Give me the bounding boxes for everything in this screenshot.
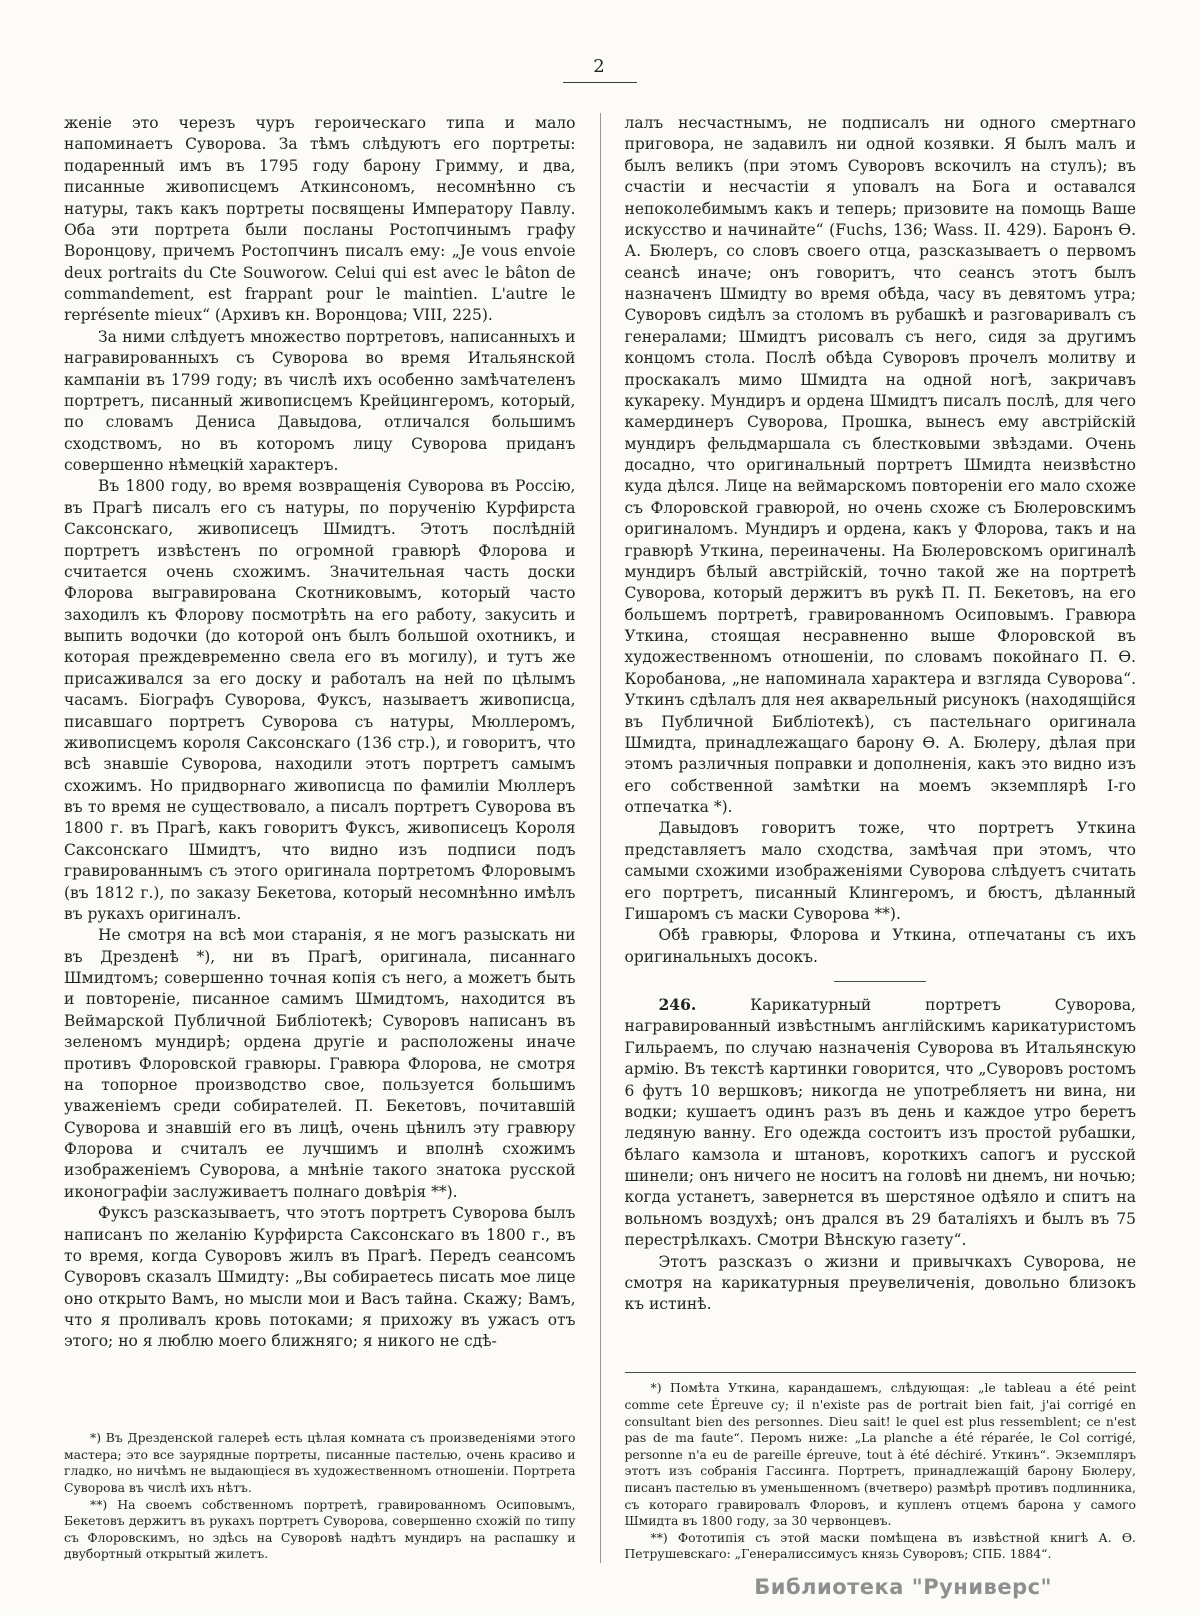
left-footnotes [64,1416,576,1563]
entry-text: Карикатурный портретъ Суворова, награвированный извѣстнымъ англійскимъ карикатуристомъ Гильраемъ, по случаю назначенія Суворова въ Итальянскую армію. Въ текстѣ картинки говорится, что „Суворовъ ростомъ 6 футъ 10 вершковъ; никогда не употребляетъ ни вина, ни водки; кушаетъ одинъ разъ въ день и каждое утро беретъ ледяную ванну. Его одежда состоитъ изъ простой рубашки, бѣлаго камзола и штановъ, короткихъ сапогъ и русской шинели; онъ ничего не носитъ на головѣ ни днемъ, ни ночью; когда устанетъ, завернется въ шерстяное одѣяло и спитъ на вольномъ воздухѣ; онъ дрался въ 29 баталіяхъ и былъ въ 75 перестрѣлкахъ. Смотри Вѣнскую газету“. [624,996,1136,1250]
page-number-rule [563,82,637,83]
paragraph: Не смотря на всѣ мои старанія, я не могъ разыскать ни въ Дрезденѣ *), ни въ Прагѣ, оригинала, писаннаго Шмидтомъ; совершенно точная копія съ него, а можетъ быть и повтореніе, писанное самимъ Шмидтомъ, находится въ Веймарской Публичной Библіотекѣ; Суворовъ написанъ въ зеленомъ мундирѣ; ордена другіе и расположены иначе противъ Флоровской гравюры. Гравюра Флорова, не смотря на топорное производство свое, пользуется большимъ уваженіемъ среди собирателей. П. Бекетовъ, почитавшій Суворова и знавшій его въ лицѣ, очень цѣнилъ эту гравюру Флорова и считалъ ее лучшимъ и вполнѣ схожимъ изображеніемъ Суворова, а мнѣніе такого знатока русской иконографіи заслуживаетъ полнаго довѣрія **). [64,926,576,1201]
paragraph: Обѣ гравюры, Флорова и Уткина, отпечатаны съ ихъ оригинальныхъ досокъ. [624,926,1136,966]
paragraph: женіе это черезъ чуръ героическаго типа и мало напоминаетъ Суворова. За тѣмъ слѣдуютъ его портреты: подаренный имъ въ 1795 году барону Гримму, и два, писанные живописцемъ Аткинсономъ, несомнѣнно съ натуры, такъ какъ портреты посвящены Императору Павлу. Оба эти портрета были посланы Ростопчинымъ графу Воронцову, причемъ Ростопчинъ писалъ ему: „Je vous envoie deux portraits du Cte Souworow. Celui qui est avec le bâton de commandement, est frappant pour le maintien. L'autre le représente mieux“ (Архивъ кн. Воронцова; VIII, 225). [64,114,576,325]
paragraph: Давыдовъ говоритъ тоже, что портретъ Уткина представляетъ мало сходства, замѣчая при этомъ, что самыми схожими изображеніями Суворова слѣдуетъ считать его портретъ, писанный Клингеромъ, и бюстъ, дѣланный Гишаромъ съ маски Суворова **). [624,819,1136,923]
right-column [601,113,1137,1563]
paragraph: Фуксъ разсказываетъ, что этотъ портретъ Суворова былъ написанъ по желанію Курфирста Саксонскаго въ 1800 г., въ то время, когда Суворовъ жилъ въ Прагѣ. Передъ сеансомъ Суворовъ сказалъ Шмидту: „Вы собираетесь писать мое лице оно открыто Вамъ, но мысли мои и Васъ тайна. Скажу; Вамъ, что я проливалъ кровь потоками; я прихожу въ ужасъ отъ этого; но я люблю моего ближняго; я никого не сдѣ- [64,1204,576,1351]
footnote: **) Фототипія съ этой маски помѣщена въ извѣстной книгѣ А. Ѳ. Петрушевскаго: „Генералиссимусъ князь Суворовъ; СПБ. 1884“. [624,1529,1136,1562]
catalog-entry [625,994,1137,1252]
watermark: Библиотека "Руниверс" [754,1575,1052,1599]
footnote-rule [625,1372,1137,1373]
paragraph: Въ 1800 году, во время возвращенія Суворова въ Россію, въ Прагѣ писалъ его съ натуры, по порученію Курфирста Саксонскаго, живописецъ Шмидтъ. Этотъ послѣдній портретъ извѣстенъ по огромной гравюрѣ Флорова и считается очень схожимъ. Значительная часть доски Флорова выгравирована Скотниковымъ, который часто заходилъ къ Флорову посмотрѣть на его работу, закусить и выпить водочки (до которой онъ былъ большой охотникъ, и которая преждевременно свела его въ могилу), и тутъ же присаживался за его доску и работалъ на ней по цѣлымъ часамъ. Біографъ Суворова, Фуксъ, называетъ живописца, писавшаго портретъ Суворова съ натуры, Мюллеромъ, живописцемъ короля Саксонскаго (136 стр.), и говоритъ, что всѣ знавшіе Суворова, находили этотъ портретъ самымъ схожимъ. Но придворнаго живописца по фамиліи Мюллеръ въ то время не существовало, а писалъ портретъ Суворова въ 1800 г. въ Прагѣ, какъ говоритъ Фуксъ, живописецъ Короля Саксонскаго Шмидтъ, что видно изъ подписи подъ гравированнымъ съ этого оригинала портретомъ Флоровымъ (въ 1812 г.), по заказу Бекетова, который несомнѣнно имѣлъ въ рукахъ оригиналъ. [64,477,576,923]
footnote: *) Помѣта Уткина, карандашемъ, слѣдующая: „le tableau a été peint comme cete Épreuve cy; il n'existe pas de portrait bien fait, j'ai corrigé en consultant bien des personnes. Dieu sait! le quel est plus ressemblent; ce n'est pas de ma faute“. Перомъ ниже: „La planche a été réparée, le Col corrigé, personne n'a eu de pareille épreuve, tout à été déchiré. Уткинъ“. Экземпляръ этотъ изъ собранія Гассинга. Портретъ, принадлежащій барону Бюлеру, писанъ пастелью въ уменьшенномъ (вчетверо) размѣрѣ противъ подлинника, съ котораго гравировалъ Флоровъ, и купленъ отцемъ барона у самого Шмидта въ 1800 году, за 30 червонцевъ. [624,1380,1136,1529]
page-header [64,56,1136,83]
text-columns [64,113,1136,1563]
paragraph: Этотъ разсказъ о жизни и привычкахъ Суворова, не смотря на карикатурныя преувеличенія, довольно близокъ къ истинѣ. [624,1252,1136,1314]
paragraph: лалъ несчастнымъ, не подписалъ ни одного смертнаго приговора, не задавилъ ни одной козявки. Я былъ малъ и былъ великъ (при этомъ Суворовъ вскочилъ на стулъ); въ счастіи и несчастіи я уповалъ на Бога и оставался непоколебимымъ какъ и теперь; призовите на помощь Ваше искусство и начинайте“ (Fuchs, 136; Wass. II. 429). Баронъ Ѳ. А. Бюлеръ, со словъ своего отца, разсказываетъ о первомъ сеансѣ иначе; онъ говоритъ, что сеансъ этотъ былъ назначенъ Шмидту во время обѣда, часу въ девятомъ утра; Суворовъ сидѣлъ за столомъ въ рубашкѣ и разговаривалъ съ генералами; Шмидтъ рисовалъ съ него, сидя за другимъ концомъ стола. Послѣ обѣда Суворовъ прочелъ молитву и проскакалъ мимо Шмидта на одной ногѣ, закричавъ кукареку. Мундиръ и ордена Шмидтъ писалъ послѣ, для чего камердинеръ Суворова, Прошка, вынесъ ему австрійскій мундиръ фельдмаршала съ блестковыми звѣздами. Очень досадно, что оригинальный портретъ Шмидта неизвѣстно куда дѣлся. Лице на веймарскомъ повтореніи его мало схоже съ Флоровской гравюрой, но очень схоже съ Бюлеровскимъ оригиналомъ. Мундиръ и ордена, какъ у Флорова, такъ и на гравюрѣ Уткина, переиначены. На Бюлеровскомъ оригиналѣ мундиръ бѣлый австрійскій, точно такой же на портретѣ Суворова, который держитъ въ рукѣ П. П. Бекетовъ, на его большемъ портретѣ, гравированномъ Осиповымъ. Гравюра Уткина, стоящая несравненно выше Флоровской въ художественномъ отношеніи, по словамъ покойнаго П. Ѳ. Коробанова, „не напоминала характера и взгляда Суворова“. Уткинъ сдѣлалъ для нея акварельный рисунокъ (находящійся въ Публичной Библіотекѣ), съ пастельнаго оригинала Шмидта, принадлежащаго барону Ѳ. А. Бюлеру, дѣлая при этомъ различныя поправки и дополненія, какъ это видно изъ его собственной замѣтки на моемъ экземплярѣ I-го отпечатка *). [624,114,1136,816]
footnote: *) Въ Дрезденской галереѣ есть цѣлая комната съ произведеніями этого мастера; это все заурядные портреты, писанные пастелью, очень красиво и гладко, но ничѣмъ не выдающіеся въ художественномъ отношеніи. Портрета Суворова въ числѣ ихъ нѣтъ. [64,1430,576,1495]
left-column [64,113,600,1563]
section-divider-rule [834,981,926,982]
entry-number: 246. [658,995,697,1014]
footnote: **) На своемъ собственномъ портретѣ, гравированномъ Осиповымъ, Бекетовъ держитъ въ рукахъ портретъ Суворова, совершенно схожій по типу съ Флоровскимъ, но здѣсь на Суворовѣ надѣтъ мундиръ на распашку и двубортный открытый жилетъ. [64,1496,576,1562]
paragraph: За ними слѣдуетъ множество портретовъ, написанныхъ и награвированныхъ съ Суворова во время Итальянской кампаніи въ 1799 году; въ числѣ ихъ особенно замѣчателенъ портретъ, писанный живописцемъ Крейцингеромъ, который, по словамъ Дениса Давыдова, отличался большимъ сходствомъ, но въ которомъ лицу Суворова приданъ совершенно нѣмецкій характеръ. [64,327,576,474]
page-number: 2 [593,56,607,77]
right-footnotes [625,1358,1137,1563]
